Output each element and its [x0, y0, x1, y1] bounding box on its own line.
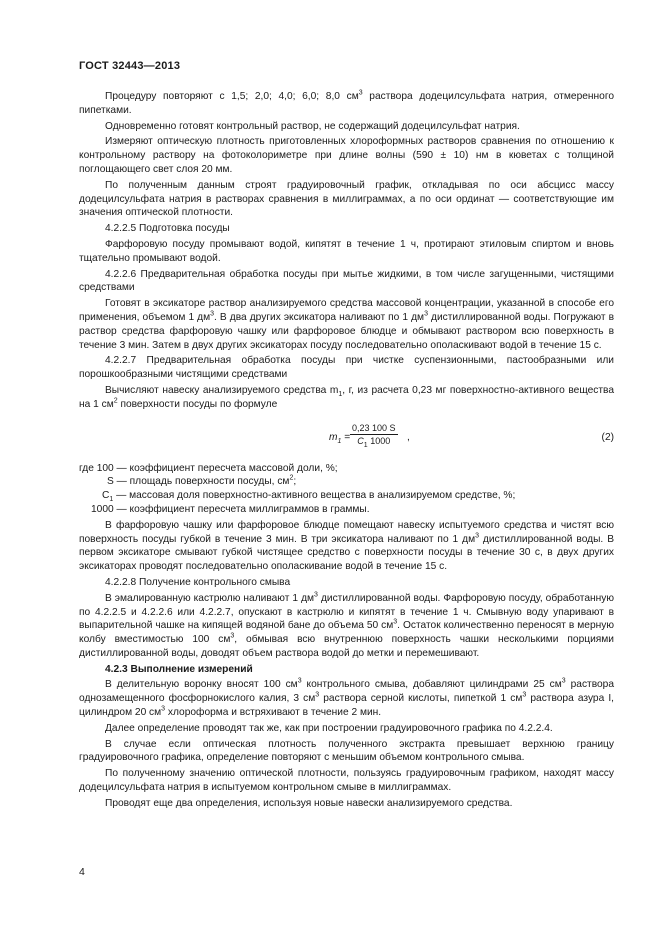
section-4-2-2-8: 4.2.2.8 Получение контрольного смыва — [105, 576, 291, 588]
definition-s: S — площадь поверхности посуды, $см^2$; — [107, 474, 297, 488]
paragraph-further-determination: Далее определение проводят так же, как при построении градуировочного графика по 4.2.2.4. — [105, 722, 553, 734]
definition-100: где 100 — коэффициент пересчета массовой доли, %; — [79, 462, 338, 474]
definition-c1: $C_1$ — массовая доля поверхностно-активного вещества в анализируемом средстве, %; — [102, 490, 516, 504]
paragraph-optical-density: Измеряют оптическую плотность приготовленных хлороформных растворов сравнения по отношению к контрольному раствору на фотоколориметре при длине волны (590 ± 10) нм в кюветах с толщиной поглощающего свет слоя 20 мм. — [79, 136, 614, 175]
formula-fraction — [350, 422, 398, 447]
paragraph-two-more: Проводят еще два определения, используя новые навески анализируемого средства. — [105, 797, 513, 809]
section-4-2-2-6: 4.2.2.6 Предварительная обработка посуды при мытье жидкими, в том числе загущенными, чистящими средствами — [79, 268, 614, 294]
document-header: ГОСТ 32443—2013 — [79, 60, 181, 72]
section-4-2-3: 4.2.3 Выполнение измерений — [105, 663, 253, 675]
paragraph-desiccator-prep: Готовят в эксикаторе раствор анализируемого средства массовой концентрации, указанной в способе его применения, объемом 1 $дм^3$. В два других эксикатора наливают по 1 $дм^3$ дистиллированной воды. Погружают в раствор средства фарфоровую чашку или фарфоровое блюдце и обмывают раствором всю поверхность в течение 3 мин. Затем в двух других эксикаторах посуду последовательно ополаскивают водой в течение 15 с. — [79, 298, 615, 351]
paragraph-calibration-graph: По полученным данным строят градуировочный график, откладывая по оси абсцисс массу додецилсульфата натрия в растворах сравнения в миллиграммах, а по оси ординат — соответствующие им значения оптической плотности. — [79, 179, 614, 219]
paragraph-find-mass: По полученному значению оптической плотности, пользуясь градуировочным графиком, находят массу додецилсульфата натрия в испытуемом контрольном смыве в миллиграммах. — [79, 768, 614, 794]
formula-comma: , — [407, 431, 410, 443]
formula-number: (2) — [601, 431, 614, 443]
definition-1000: 1000 — коэффициент пересчета миллиграммов в граммы. — [91, 503, 370, 515]
page-number: 4 — [79, 866, 85, 878]
formula-lhs: $m_1$ = — [329, 431, 351, 445]
paragraph-sample-calculation: Вычисляют навеску анализируемого средства $m_1$, г, из расчета 0,23 мг поверхностно-активного вещества на 1 $см^2$ поверхности посуды по формуле — [79, 384, 615, 410]
paragraph-exceeds-limit: В случае если оптическая плотность полученного экстракта превышает верхнюю границу градуировочного графика, определение повторяют с меньшим объемом контрольного смыва. — [79, 738, 614, 764]
formula-2 — [79, 418, 614, 460]
paragraph-control-wash: В эмалированную кастрюлю наливают 1 $дм^3$ дистиллированной воды. Фарфоровую посуду, обработанную по 4.2.2.5 и 4.2.2.6 или 4.2.2.7, опускают в кастрюлю и кипятят в течение 1 ч. Смывную воду упаривают в выпарительной чашке на кипящей водяной бане до объема 50 $см^3$. Остаток количественно переносят в мерную колбу вместимостью 100 $см^3$, обмывая всю внутреннюю поверхность чашки несколькими порциями дистиллированной воды, доводят объем раствора водой до метки и перемешивают. — [79, 591, 614, 659]
paragraph-repeat-procedure: Процедуру повторяют с 1,5; 2,0; 4,0; 6,0; 8,0 $см^3$ раствора додецилсульфата натрия, отмеренного пипетками. — [79, 89, 614, 116]
paragraph-separatory-funnel: В делительную воронку вносят 100 $см^3$ контрольного смыва, добавляют цилиндрами 25 $см^3$ раствора однозамещенного фосфорнокислого калия, 3 $см^3$ раствора серной кислоты, пипеткой 1 $см^3$ раствора азура I, цилиндром 20 $см^3$ хлороформа и встряхивают в течение 2 мин. — [79, 678, 614, 719]
section-4-2-2-7: 4.2.2.7 Предварительная обработка посуды при чистке суспензионными, пастообразными или порошкообразными чистящими средствами — [79, 355, 614, 381]
section-4-2-2-5: 4.2.2.5 Подготовка посуды — [105, 223, 230, 235]
formula-denominator: $C_1$ 1000 — [357, 435, 391, 449]
paragraph-sponge-cleaning: В фарфоровую чашку или фарфоровое блюдце помещают навеску испытуемого средства и чистят всю поверхность посуды губкой в течение 3 мин. В три эксикатора наливают по 1 $дм^3$ дистиллированной воды. В первом эксикаторе смывают губкой чистящее средство с поверхности посуды в течение 30 с, в двух других эксикаторах проводят последовательно ополаскивание водой в течение 15 с. — [79, 519, 614, 573]
paragraph-dish-washing: Фарфоровую посуду промывают водой, кипятят в течение 1 ч, протирают этиловым спиртом и вновь тщательно промывают водой. — [79, 238, 614, 264]
formula-numerator: 0,23 100 S — [352, 422, 396, 433]
paragraph-control-solution: Одновременно готовят контрольный раствор, не содержащий додецилсульфат натрия. — [105, 120, 520, 132]
document-body — [79, 90, 614, 813]
